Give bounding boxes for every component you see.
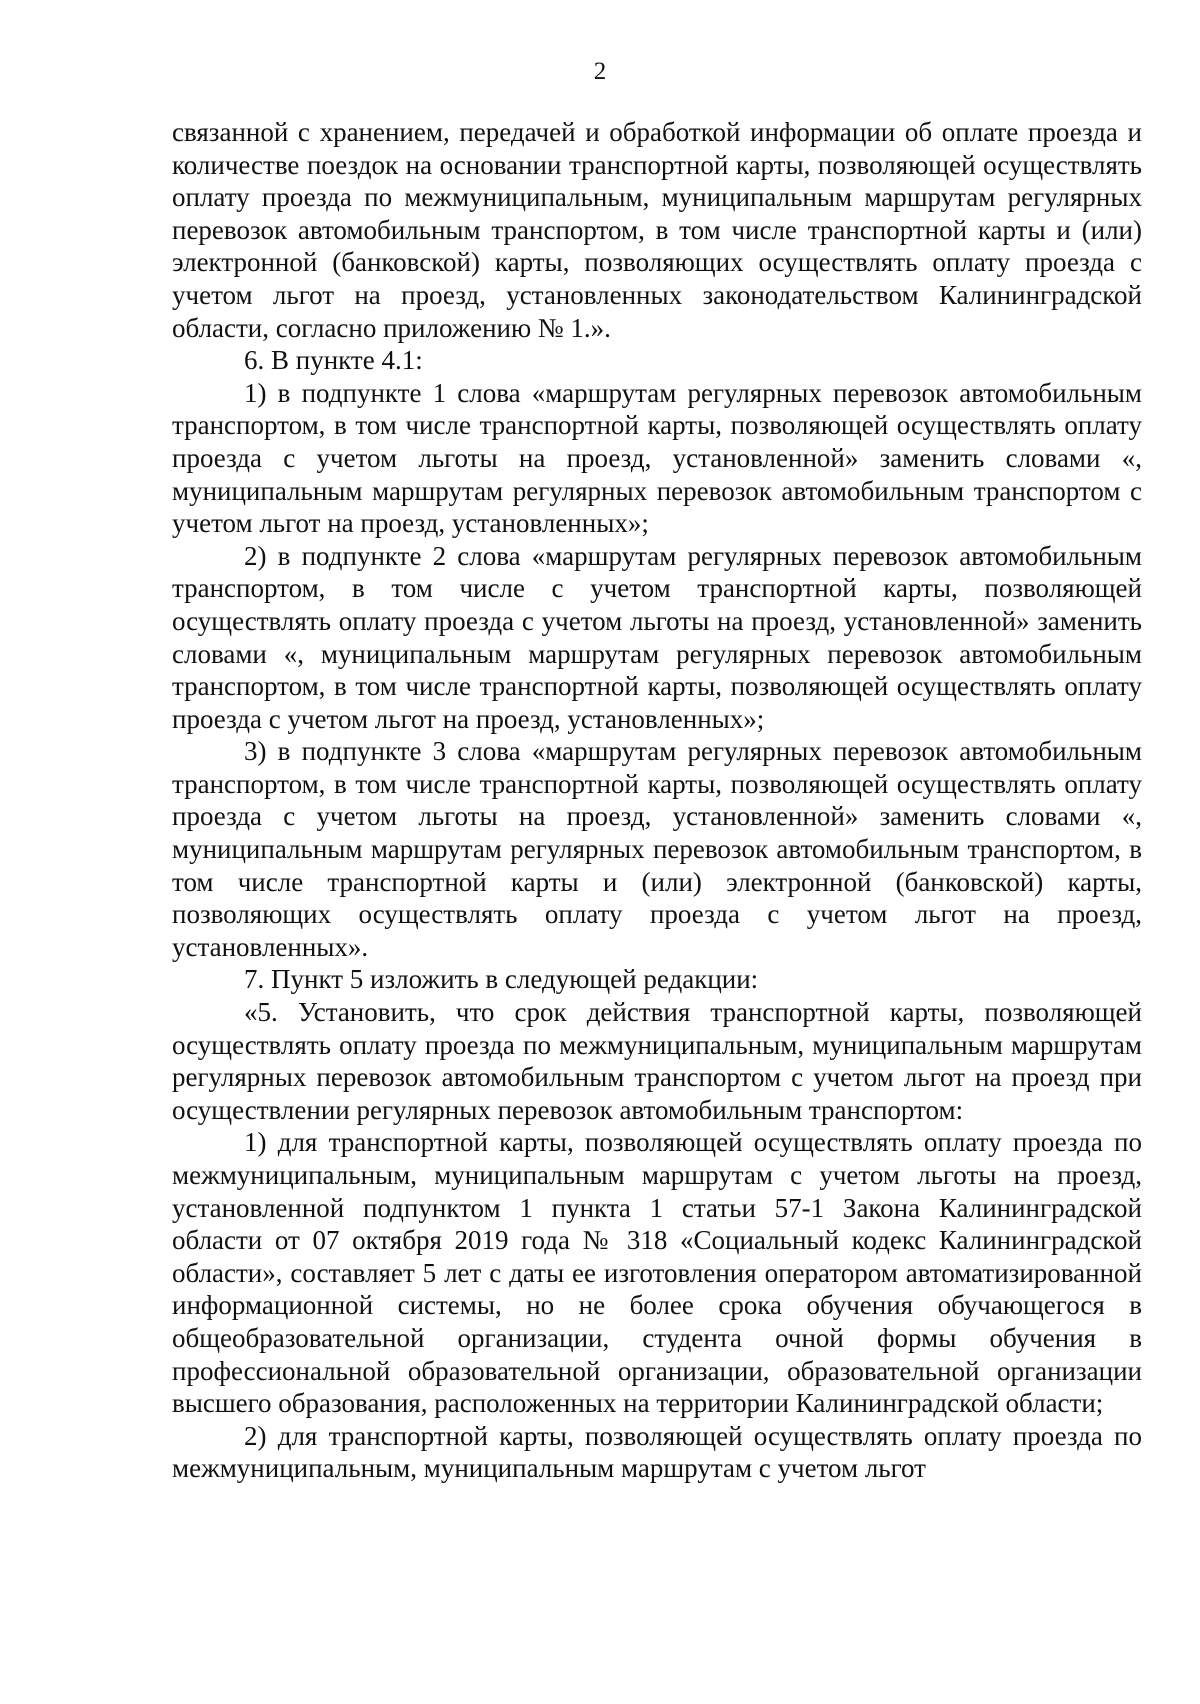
- document-body: [172, 116, 1142, 1485]
- paragraph-subitem-1: 1) в подпункте 1 слова «маршрутам регулярных перевозок автомобильным транспортом, в том числе транспортной карты, позволяющей осуществлять оплату проезда с учетом льготы на проезд, установленной» заменить словами «, муниципальным маршрутам регулярных перевозок автомобильным транспортом с учетом льгот на проезд, установленных»;: [172, 377, 1142, 539]
- paragraph-new-item-5: «5. Установить, что срок действия транспортной карты, позволяющей осуществлять оплату проезда по межмуниципальным, муниципальным маршрутам регулярных перевозок автомобильным транспортом с учетом льгот на проезд при осуществлении регулярных перевозок автомобильным транспортом:: [172, 997, 1142, 1125]
- paragraph-new-subitem-1: 1) для транспортной карты, позволяющей осуществлять оплату проезда по межмуниципальным, муниципальным маршрутам с учетом льготы на проезд, установленной подпунктом 1 пункта 1 статьи 57-1 Закона Калининградской области от 07 октября 2019 года № 318 «Социальный кодекс Калининградской области», составляет 5 лет с даты ее изготовления оператором автоматизированной информационной системы, но не более срока обучения обучающегося в общеобразовательной организации, студента очной формы обучения в профессиональной образовательной организации, образовательной организации высшего образования, расположенных на территории Калининградской области;: [172, 1127, 1142, 1419]
- page-number: 2: [593, 58, 607, 85]
- paragraph-subitem-2: 2) в подпункте 2 слова «маршрутам регулярных перевозок автомобильным транспортом, в том числе с учетом транспортной карты, позволяющей осуществлять оплату проезда с учетом льготы на проезд, установленной» заменить словами «, муниципальным маршрутам регулярных перевозок автомобильным транспортом, в том числе транспортной карты, позволяющей осуществлять оплату проезда с учетом льгот на проезд, установленных»;: [172, 540, 1142, 734]
- paragraph-continuation: связанной с хранением, передачей и обработкой информации об оплате проезда и количестве поездок на основании транспортной карты, позволяющей осуществлять оплату проезда по межмуниципальным, муниципальным маршрутам регулярных перевозок автомобильным транспортом, в том числе транспортной карты и (или) электронной (банковской) карты, позволяющих осуществлять оплату проезда с учетом льгот на проезд, установленных законодательством Калининградской области, согласно приложению № 1.».: [172, 117, 1142, 343]
- paragraph-new-subitem-2: 2) для транспортной карты, позволяющей осуществлять оплату проезда по межмуниципальным, муниципальным маршрутам с учетом льгот: [172, 1420, 1142, 1484]
- paragraph-subitem-3: 3) в подпункте 3 слова «маршрутам регулярных перевозок автомобильным транспортом, в том числе транспортной карты, позволяющей осуществлять оплату проезда с учетом льготы на проезд, установленной» заменить словами «, муниципальным маршрутам регулярных перевозок автомобильным транспортом, в том числе транспортной карты и (или) электронной (банковской) карты, позволяющих осуществлять оплату проезда с учетом льгот на проезд, установленных».: [172, 736, 1142, 962]
- paragraph-item-7: 7. Пункт 5 изложить в следующей редакции:: [244, 964, 759, 995]
- paragraph-item-6: 6. В пункте 4.1:: [244, 345, 423, 376]
